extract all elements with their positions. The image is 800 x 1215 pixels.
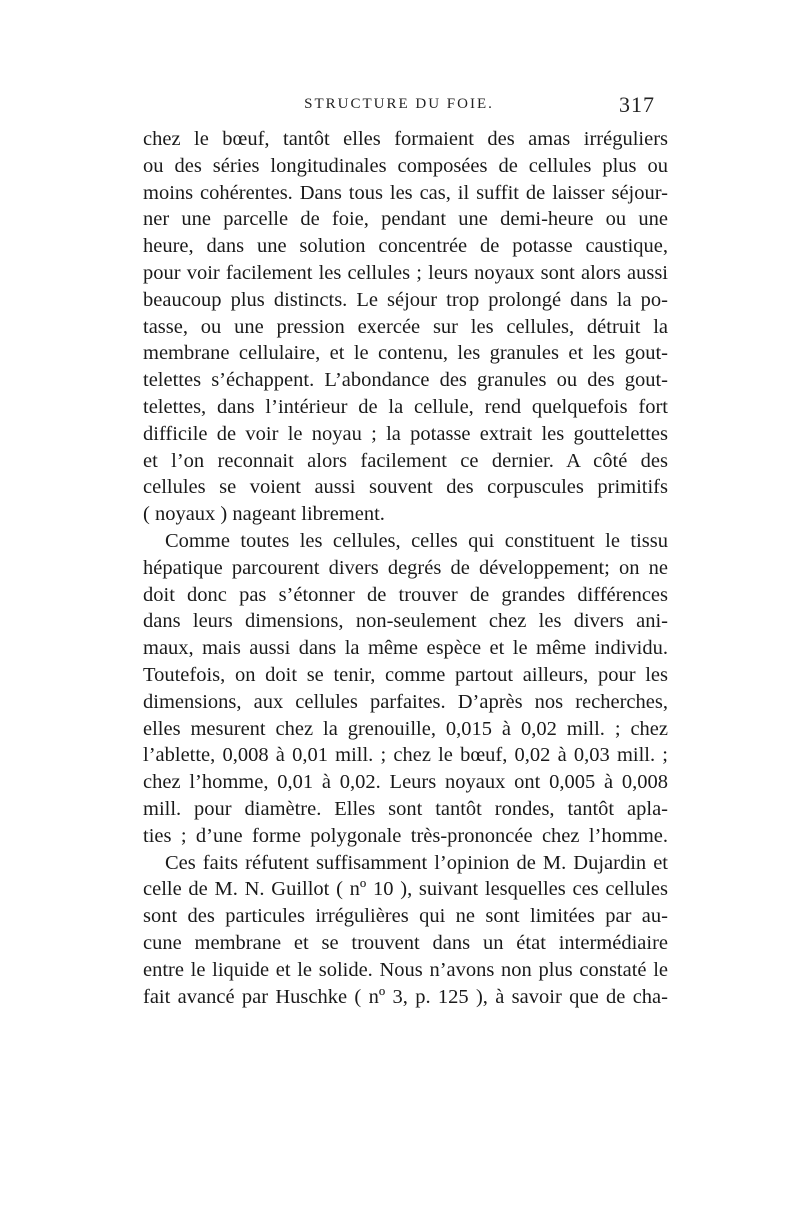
text-line: cellules se voient aussi souvent des corpuscules primitifs [143, 476, 668, 499]
text-line: mill. pour diamètre. Elles sont tantôt rondes, tantôt apla- [143, 797, 668, 820]
text-line: moins cohérentes. Dans tous les cas, il suffit de laisser séjour- [143, 181, 668, 204]
text-line: pour voir facilement les cellules ; leurs noyaux sont alors aussi [143, 261, 668, 284]
text-line: maux, mais aussi dans la même espèce et le même individu. [143, 637, 668, 660]
text-line: tasse, ou une pression exercée sur les cellules, détruit la [143, 315, 668, 338]
text-line: Toutefois, on doit se tenir, comme partout ailleurs, pour les [143, 663, 668, 686]
paragraph-start-line: Ces faits réfutent suffisamment l’opinion de M. Dujardin et [165, 851, 668, 874]
body-text [143, 126, 668, 1010]
text-line: entre le liquide et le solide. Nous n’avons non plus constaté le [143, 958, 668, 981]
text-line: chez l’homme, 0,01 à 0,02. Leurs noyaux ont 0,005 à 0,008 [143, 771, 668, 794]
paragraph-end-line: ( noyaux ) nageant librement. [143, 503, 385, 526]
text-line: et l’on reconnait alors facilement ce dernier. A côté des [143, 449, 668, 472]
text-line: elles mesurent chez la grenouille, 0,015 à 0,02 mill. ; chez [143, 717, 668, 740]
text-line: fait avancé par Huschke ( nº 3, p. 125 ), à savoir que de cha- [143, 985, 668, 1008]
text-line: dans leurs dimensions, non-seulement chez les divers ani- [143, 610, 668, 633]
text-line: doit donc pas s’étonner de trouver de grandes différences [143, 583, 668, 606]
text-line: ties ; d’une forme polygonale très-prononcée chez l’homme. [143, 824, 668, 847]
text-line: heure, dans une solution concentrée de potasse caustique, [143, 235, 668, 258]
text-line: celle de M. N. Guillot ( nº 10 ), suivant lesquelles ces cellules [143, 878, 668, 901]
paragraph-start-line: Comme toutes les cellules, celles qui constituent le tissu [165, 529, 668, 552]
text-line: difficile de voir le noyau ; la potasse extrait les gouttelettes [143, 422, 668, 445]
running-title: STRUCTURE DU FOIE. [304, 96, 494, 112]
text-line: ner une parcelle de foie, pendant une demi-heure ou une [143, 208, 668, 231]
text-line: membrane cellulaire, et le contenu, les granules et les gout- [143, 342, 668, 365]
page-number: 317 [619, 92, 655, 117]
text-line: l’ablette, 0,008 à 0,01 mill. ; chez le bœuf, 0,02 à 0,03 mill. ; [143, 744, 668, 767]
text-line: ou des séries longitudinales composées de cellules plus ou [143, 154, 668, 177]
text-line: cune membrane et se trouvent dans un état intermédiaire [143, 931, 668, 954]
text-line: chez le bœuf, tantôt elles formaient des amas irréguliers [143, 128, 668, 150]
text-line: sont des particules irrégulières qui ne sont limitées par au- [143, 905, 668, 928]
text-line: beaucoup plus distincts. Le séjour trop prolongé dans la po- [143, 288, 668, 311]
text-line: hépatique parcourent divers degrés de développement; on ne [143, 556, 668, 579]
text-line: dimensions, aux cellules parfaites. D’après nos recherches, [143, 690, 668, 713]
text-line: telettes, dans l’intérieur de la cellule, rend quelquefois fort [143, 395, 668, 418]
running-head [143, 92, 655, 126]
text-line: telettes s’échappent. L’abondance des granules ou des gout- [143, 369, 668, 392]
